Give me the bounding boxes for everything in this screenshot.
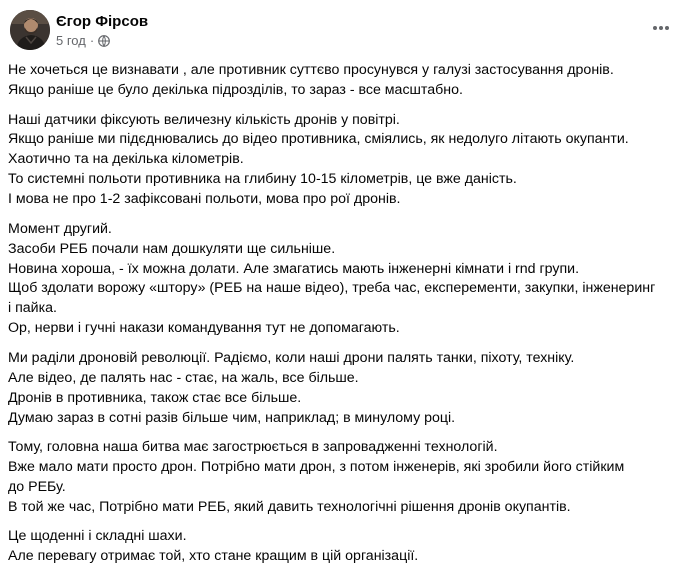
post-paragraph [8,527,680,567]
more-horizontal-icon [652,25,670,31]
post-line: і пайка. [8,300,57,317]
post-line: То системні польоти противника на глибину 10-15 кілометрів, це вже даність. [8,171,517,188]
post-body [8,61,680,577]
post-line: Ор, нерви і гучні накази командування тут не допомагають. [8,320,400,337]
post-line: Новина хороша, - їх можна долати. Але змагатись мають інженерні кімнати і rnd групи. [8,260,580,277]
post-line: Ми раділи дроновій революції. Радіємо, коли наші дрони палять танки, піхоту, техніку. [8,349,575,366]
post-line: Хаотично та на декілька кілометрів. [8,151,244,168]
post-header [10,10,673,54]
meta-separator: · [89,33,95,48]
post-line: Але перевагу отримає той, хто стане кращим в цій організації. [8,548,419,565]
more-options-button[interactable] [651,18,671,38]
post-line: до РЕБу. [8,478,66,495]
post-line: Засоби РЕБ почали нам дошкуляти ще сильніше. [8,240,336,257]
post-line: Якщо раніше ми підєднювались до відео противника, сміялись, як недолуго літають окупанти. [8,131,629,148]
post-line: Вже мало мати просто дрон. Потрібно мати дрон, з потом інженерів, які зробили його стійким [8,459,625,476]
post-line: В той же час, Потрібно мати РЕБ, який давить технологічні рішення дронів окупантів. [8,498,571,515]
post-paragraph [8,220,680,339]
post-paragraph [8,438,680,518]
post-line: Дронів в противника, також стає все більше. [8,389,302,406]
post-line: Момент другий. [8,220,112,237]
post-line: Якщо раніше це було декілька підрозділів, то зараз - все масштабно. [8,81,463,98]
author-name[interactable]: Єгор Фірсов [56,13,149,30]
post-time[interactable]: 5 год [56,33,86,48]
post-line: Наші датчики фіксують величезну кількість дронів у повітрі. [8,111,400,128]
post-line: Не хочеться це визнавати , але противник суттєво просунувся у галузі застосування дронів. [8,62,614,78]
author-avatar[interactable] [10,10,50,50]
post-line: Тому, головна наша битва має загострюється в запровадженні технологій. [8,439,498,456]
post-paragraph [8,349,680,429]
post-line: І мова не про 1-2 зафіксовані польоти, мова про рої дронів. [8,191,401,208]
post-line: Це щоденні і складні шахи. [8,528,187,545]
post-paragraph [8,61,680,101]
post-line: Але відео, де палять нас - стає, на жаль, все більше. [8,369,359,386]
post-paragraph [8,111,680,211]
post-line: Думаю зараз в сотні разів більше чим, наприклад; в минулому році. [8,409,456,426]
post-line: Щоб здолати ворожу «штору» (РЕБ на наше відео), треба час, експеременти, закупки, інженеринг [8,280,656,297]
post-meta [56,33,110,48]
person-avatar-icon [10,10,50,50]
globe-icon[interactable] [98,35,110,47]
